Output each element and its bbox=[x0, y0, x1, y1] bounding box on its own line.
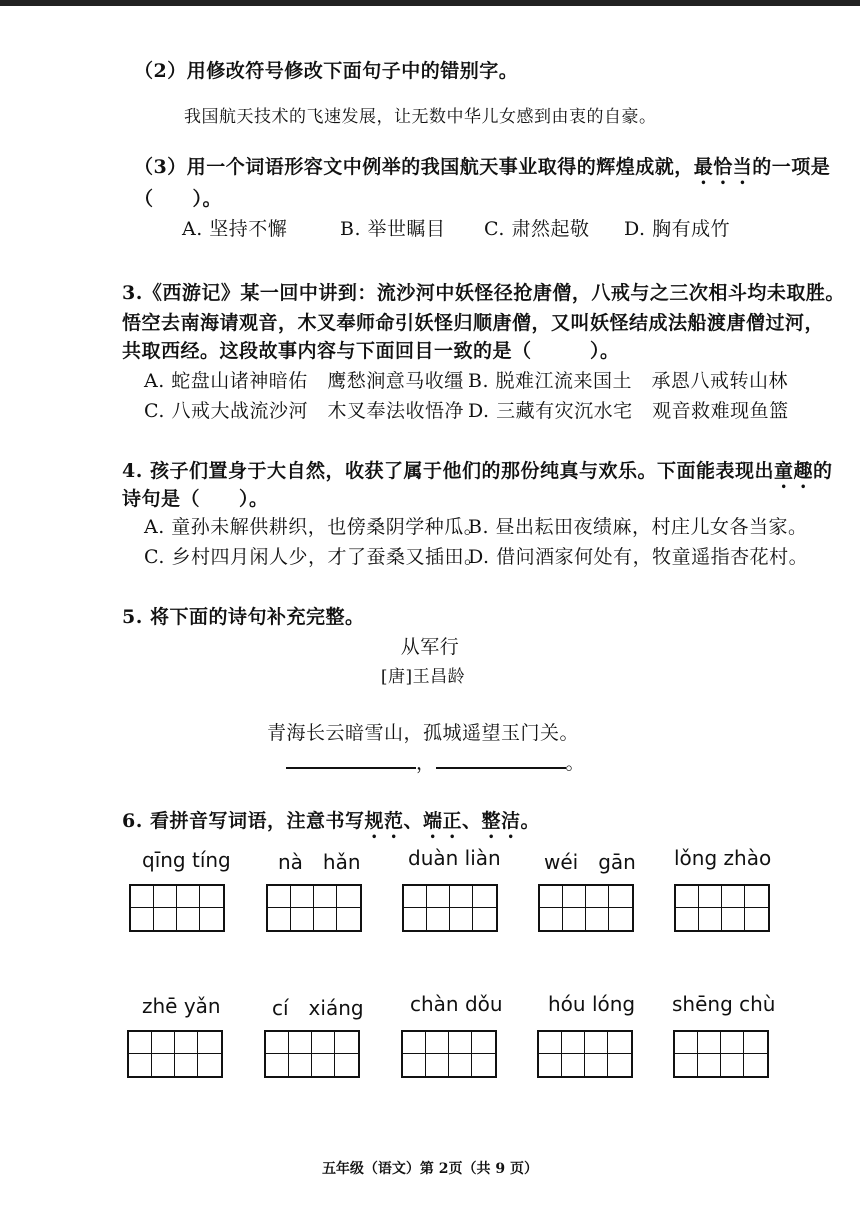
writing-grid-9[interactable] bbox=[537, 1030, 633, 1078]
writing-grid-6[interactable] bbox=[127, 1030, 223, 1078]
writing-grid-8[interactable] bbox=[401, 1030, 497, 1078]
q4-line-1-tail: 的 bbox=[812, 460, 833, 482]
q6-emphasis-1: 规范 bbox=[364, 810, 404, 832]
q4-emphasis: 童趣 bbox=[773, 460, 813, 482]
pinyin-8: chàn dǒu bbox=[410, 992, 503, 1016]
q3-option-d: D. 三藏有灾沉水宅 观音救难现鱼篮 bbox=[468, 400, 789, 422]
q3-line-1: 3.《西游记》某一回中讲到：流沙河中妖怪径抢唐僧，八戒与之三次相斗均未取胜。 bbox=[122, 282, 845, 304]
blank-comma: ， bbox=[416, 752, 436, 774]
pinyin-4: wéi gān bbox=[544, 850, 636, 874]
q4-option-a: A. 童孙未解供耕织，也傍桑阴学种瓜。 bbox=[144, 516, 484, 538]
pinyin-2: nà hǎn bbox=[278, 850, 361, 874]
writing-grid-7[interactable] bbox=[264, 1030, 360, 1078]
poem-author: [唐]王昌龄 bbox=[380, 667, 466, 687]
q2-3-emphasis: 最恰当 bbox=[693, 156, 753, 178]
pinyin-9: hóu lóng bbox=[548, 992, 636, 1016]
poem-verse-1: 青海长云暗雪山，孤城遥望玉门关。 bbox=[266, 722, 579, 744]
q3-line-3: 共取西经。这段故事内容与下面回目一致的是（ ）。 bbox=[122, 340, 620, 362]
writing-grid-4[interactable] bbox=[538, 884, 634, 932]
q4-line-2: 诗句是（ ）。 bbox=[122, 488, 269, 510]
q2-3-option-d: D. 胸有成竹 bbox=[624, 218, 731, 240]
q2-3-prompt bbox=[134, 152, 830, 189]
pinyin-5: lǒng zhào bbox=[674, 846, 772, 870]
q4-option-c: C. 乡村四月闲人少，才了蚕桑又插田。 bbox=[144, 546, 484, 568]
q2-3-prompt-tail: 的一项是 bbox=[752, 156, 831, 178]
q3-option-b: B. 脱难江流来国土 承恩八戒转山林 bbox=[468, 370, 789, 392]
blank-line-1[interactable] bbox=[286, 749, 416, 769]
writing-grid-3[interactable] bbox=[402, 884, 498, 932]
q2-3-option-c: C. 肃然起敬 bbox=[484, 218, 590, 240]
q5-prompt: 5. 将下面的诗句补充完整。 bbox=[122, 606, 365, 628]
writing-grid-5[interactable] bbox=[674, 884, 770, 932]
blank-line-2[interactable] bbox=[436, 749, 566, 769]
writing-grid-2[interactable] bbox=[266, 884, 362, 932]
q2-3-prompt-text: （3）用一个词语形容文中例举的我国航天事业取得的辉煌成就， bbox=[134, 156, 694, 178]
page-footer: 五年级（语文）第 2页（共 9 页） bbox=[321, 1161, 539, 1177]
q4-line-1-text: 4. 孩子们置身于大自然，收获了属于他们的那份纯真与欢乐。下面能表现出 bbox=[122, 460, 774, 482]
blank-period: 。 bbox=[565, 752, 586, 774]
q6-prompt bbox=[122, 806, 540, 843]
q4-option-d: D. 借问酒家何处有，牧童遥指杏花村。 bbox=[468, 546, 809, 568]
scan-top-edge bbox=[0, 0, 860, 6]
q6-emphasis-3: 整洁 bbox=[481, 810, 521, 832]
writing-grid-1[interactable] bbox=[129, 884, 225, 932]
q6-sep-1: 、 bbox=[403, 810, 423, 832]
pinyin-7: cí xiáng bbox=[272, 996, 364, 1020]
poem-title: 从军行 bbox=[400, 636, 460, 658]
poem-verse-2-blanks bbox=[286, 748, 585, 775]
q3-option-a: A. 蛇盘山诸神暗佑 鹰愁涧意马收缰 bbox=[144, 370, 464, 392]
q2-3-option-a: A. 坚持不懈 bbox=[182, 218, 288, 240]
q2-3-option-b: B. 举世瞩目 bbox=[340, 218, 446, 240]
q2-2-sentence: 我国航天技术的飞速发展，让无数中华儿女感到由衷的自豪。 bbox=[184, 107, 657, 127]
writing-grid-10[interactable] bbox=[673, 1030, 769, 1078]
q6-prompt-text: 6. 看拼音写词语，注意书写 bbox=[122, 810, 365, 832]
q2-2-prompt: （2）用修改符号修改下面句子中的错别字。 bbox=[134, 60, 519, 82]
pinyin-3: duàn liàn bbox=[408, 846, 501, 870]
q4-option-b: B. 昼出耘田夜绩麻，村庄儿女各当家。 bbox=[468, 516, 808, 538]
pinyin-6: zhē yǎn bbox=[142, 994, 221, 1018]
q6-emphasis-2: 端正 bbox=[422, 810, 462, 832]
q2-3-answer-paren: （ ）。 bbox=[134, 188, 223, 210]
pinyin-10: shēng chù bbox=[672, 992, 776, 1016]
q3-option-c: C. 八戒大战流沙河 木叉奉法收悟净 bbox=[144, 400, 464, 422]
q3-line-2: 悟空去南海请观音，木叉奉师命引妖怪归顺唐僧，又叫妖怪结成法船渡唐僧过河， bbox=[122, 312, 825, 334]
pinyin-1: qīng tíng bbox=[142, 848, 231, 872]
q6-sep-2: 、 bbox=[462, 810, 482, 832]
q6-prompt-end: 。 bbox=[520, 810, 541, 832]
